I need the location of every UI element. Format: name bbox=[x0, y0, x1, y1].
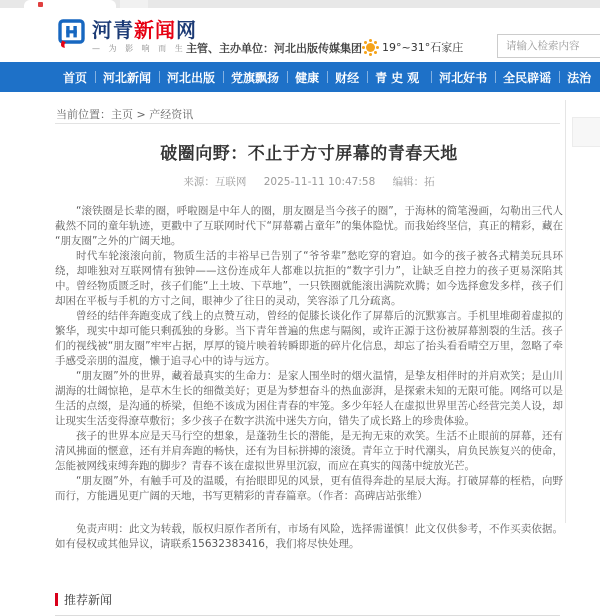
nav-item[interactable]: 健康 bbox=[287, 69, 327, 86]
nav-item[interactable]: 河北好书 bbox=[431, 69, 495, 86]
breadcrumb bbox=[56, 106, 193, 122]
nav-item[interactable]: 财经 bbox=[327, 69, 367, 86]
site-name: 河青新闻网 bbox=[92, 18, 197, 42]
article-paragraph: “滚铁圈是长辈的圈，呼啦圈是中年人的圈，朋友圈是当今孩子的圈”，于海林的简笔漫画，勾勒出三代人截然不同的童年轨迹，更戳中了互联网时代下“屏幕霸占童年”的集体隐忧。而我始终坚信，真正的精彩，藏在“朋友圈”之外的广阔天地。 bbox=[55, 205, 563, 247]
nav-item[interactable]: 青史观 bbox=[367, 69, 431, 86]
breadcrumb-category-link[interactable]: 产经资讯 bbox=[149, 108, 194, 121]
article-paragraph: 孩子的世界本应是天马行空的想象，是蓬勃生长的潜能，是无拘无束的欢笑。生活不止眼前的屏幕，还有清风拂面的惬意，还有并肩奔跑的畅快，还有为目标拼搏的滚烫。青年立于时代潮头，肩负民族复兴的使命，怎能被网线束缚奔跑的脚步？青春不该在虚拟世界里沉寂，而应在真实的闯荡中绽放光芒。 bbox=[55, 430, 563, 472]
article-body bbox=[55, 204, 563, 504]
article-editor: 编辑：拓 bbox=[392, 176, 435, 188]
article-meta bbox=[55, 174, 563, 189]
breadcrumb-separator: > bbox=[136, 108, 146, 121]
browser-tab-secondary[interactable] bbox=[120, 0, 148, 8]
nav-item[interactable]: 首页 bbox=[63, 70, 88, 85]
site-tagline: — 为 影 响 而 生 — bbox=[92, 44, 203, 53]
browser-tab-strip bbox=[0, 0, 600, 8]
weather-widget bbox=[366, 39, 463, 55]
browser-tab[interactable] bbox=[24, 0, 116, 8]
sun-icon bbox=[366, 43, 375, 52]
nav-item[interactable]: 全民辟谣 bbox=[495, 69, 559, 86]
main-nav bbox=[0, 62, 600, 92]
nav-item[interactable]: 法治 bbox=[559, 69, 599, 86]
favicon-icon bbox=[38, 2, 43, 7]
nav-item[interactable]: 河北新闻 bbox=[95, 69, 159, 86]
nav-item[interactable]: 党旗飘扬 bbox=[223, 69, 287, 86]
article-paragraph: “朋友圈”外，有触手可及的温暖，有抬眼即见的风景，更有值得奔赴的星辰大海。打破屏幕的桎梏，向野而行，方能遇见更广阔的天地，书写更精彩的青春篇章。（作者：高碑店站张维） bbox=[55, 475, 563, 502]
search-input[interactable] bbox=[497, 34, 600, 58]
breadcrumb-divider bbox=[55, 123, 560, 124]
article-paragraph: “朋友圈”外的世界，藏着最真实的生命力：是家人围坐时的烟火温情，是挚友相伴时的并肩欢笑；是山川湖海的壮阔惊艳，是草木生长的细微美好；更是为梦想奋斗的热血澎湃，是探索未知的无限可能。网络可以是生活的点缀，是沟通的桥梁，但绝不该成为困住青春的牢笼。多少年轻人在虚拟世界里苦心经营完美人设，却让现实生活变得潦草敷衍；多少孩子在数字洪流中迷失方向，错失了成长路上的珍贵体验。 bbox=[55, 370, 563, 427]
nav-list bbox=[0, 62, 600, 92]
article-paragraph: 曾经的结伴奔跑变成了线上的点赞互动，曾经的促膝长谈化作了屏幕后的沉默寡言。手机里堆砌着虚拟的繁华，现实中却可能只剩孤独的身影。当下青年普遍的焦虑与隔阂，或许正源于这份被屏幕割裂的生活。孩子们的视线被“朋友圈”牢牢占据，厚厚的镜片映着转瞬即逝的碎片化信息，却忘了抬头看看晴空万里，忽略了牵手感受亲朋的温度，懒于追寻心中的诗与远方。 bbox=[55, 310, 563, 367]
site-logo[interactable] bbox=[55, 19, 202, 54]
logo-h-icon bbox=[55, 19, 87, 51]
sponsor-text: 主管、主办单位：河北出版传媒集团 bbox=[186, 42, 362, 55]
article-datetime: 2025-11-11 10:47:58 bbox=[263, 176, 376, 188]
article-title: 破圈向野：不止于方寸屏幕的青春天地 bbox=[160, 144, 458, 164]
nav-item[interactable]: 河北出版 bbox=[159, 69, 223, 86]
main-content bbox=[0, 92, 600, 607]
article-source: 来源：互联网 bbox=[183, 176, 247, 188]
sidebar-divider bbox=[565, 100, 566, 523]
breadcrumb-home-link[interactable]: 主页 bbox=[111, 108, 133, 121]
recommend-section-header bbox=[55, 589, 560, 616]
recommend-title: 推荐新闻 bbox=[64, 593, 113, 607]
site-header bbox=[0, 8, 600, 62]
article-paragraph: 时代车轮滚滚向前，物质生活的丰裕早已告别了“爷爷辈”愁吃穿的窘迫。如今的孩子被各式精美玩具环绕，却唯独对互联网情有独钟——这份连成年人都难以抗拒的“数字引力”，让缺乏自控力的孩子更易深陷其中。曾经物质匮乏时，孩子们能“上土坡、下草地”，一只铁圈就能滚出满院欢腾；如今选择愈发多样，孩子们却困在平板与手机的方寸之间，眼神少了往日的灵动，笑容添了几分疏离。 bbox=[55, 250, 563, 307]
weather-text: 19°~31°石家庄 bbox=[382, 41, 464, 54]
article bbox=[55, 130, 563, 552]
breadcrumb-label: 当前位置： bbox=[56, 108, 111, 121]
section-marker-icon bbox=[55, 593, 58, 606]
sidebar-widget-cropped bbox=[572, 117, 600, 147]
article-disclaimer: 免责声明：此文为转载，版权归原作者所有，市场有风险，选择需谨慎！此文仅供参考，不作买卖依据。如有侵权或其他异议，请联系15632383416，我们将尽快处理。 bbox=[55, 523, 563, 550]
